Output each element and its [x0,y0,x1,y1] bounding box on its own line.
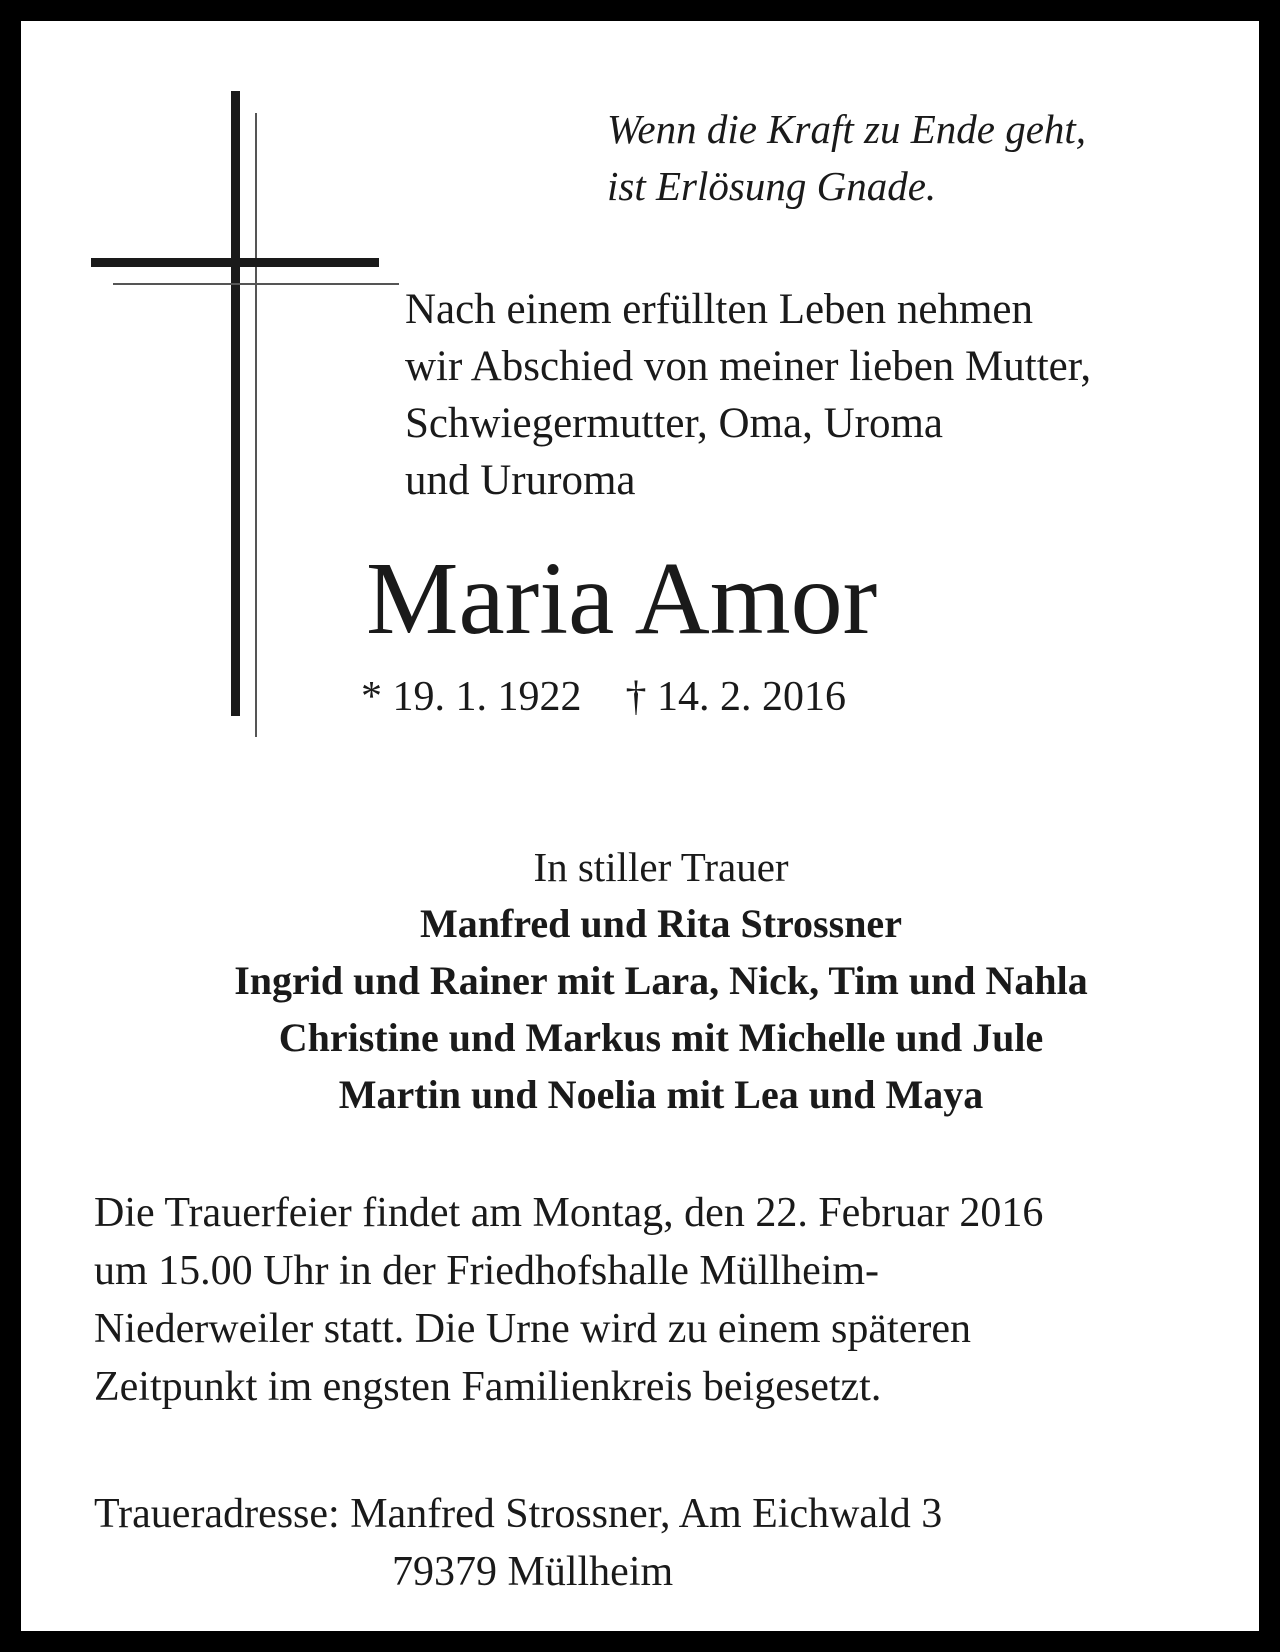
motto-line: Wenn die Kraft zu Ende geht, [607,106,1087,152]
life-dates [361,671,846,723]
mourners-list [21,895,1280,1123]
ceremony-line: Zeitpunkt im engsten Familienkreis beigesetzt. [94,1364,882,1410]
ceremony-line: Niederweiler statt. Die Urne wird zu einem späteren [94,1306,971,1352]
mourner-line: Manfred und Rita Strossner [420,901,902,946]
deceased-name: Maria Amor [366,541,878,656]
death-date: † 14. 2. 2016 [625,674,846,720]
ceremony-line: Die Trauerfeier findet am Montag, den 22. Februar 2016 [94,1190,1044,1236]
mourner-line: Ingrid und Rainer mit Lara, Nick, Tim und Nahla [234,958,1088,1003]
ceremony-line: um 15.00 Uhr in der Friedhofshalle Müllheim- [94,1248,880,1294]
birth-date: * 19. 1. 1922 [361,674,582,720]
ceremony-info [94,1184,1043,1416]
motto-quote [607,101,1086,215]
motto-line: ist Erlösung Gnade. [607,163,937,209]
address-city: 79379 Müllheim [392,1549,674,1595]
intro-text [405,281,1091,509]
intro-line: Nach einem erfüllten Leben nehmen [405,286,1033,333]
mourner-line: Martin und Noelia mit Lea und Maya [338,1072,984,1117]
mourning-address [94,1485,942,1601]
intro-line: wir Abschied von meiner lieben Mutter, [405,343,1092,390]
intro-line: Schwiegermutter, Oma, Uroma [405,400,944,447]
address-line: Traueradresse: Manfred Strossner, Am Eichwald 3 [94,1491,943,1537]
intro-line: und Ururoma [405,457,636,504]
mourning-heading: In stiller Trauer [533,844,789,890]
mourner-line: Christine und Markus mit Michelle und Jule [278,1015,1044,1060]
